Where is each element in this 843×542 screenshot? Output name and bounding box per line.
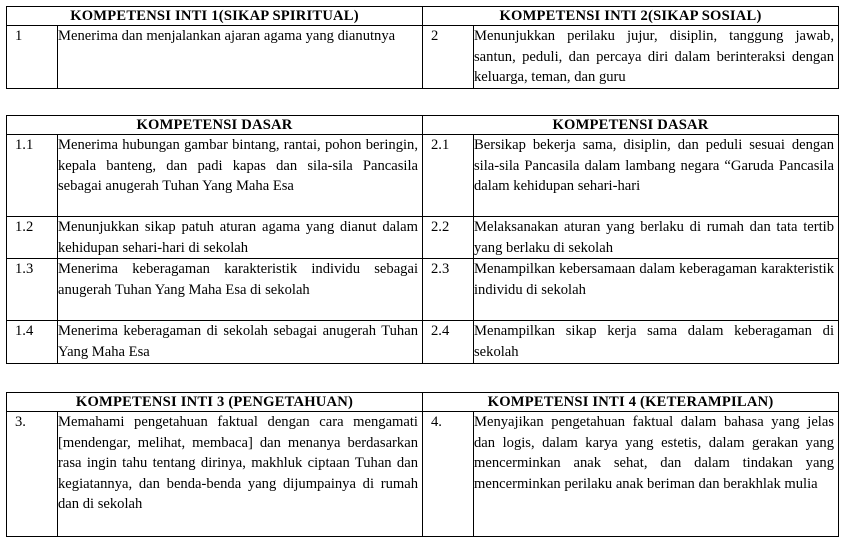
ki3-header: KOMPETENSI INTI 3 (PENGETAHUAN) [7,393,423,412]
kd-number: 1.4 [7,321,58,364]
kd-text: Menerima keberagaman karakteristik individu sebagai anugerah Tuhan Yang Maha Esa di sekolah [58,259,423,321]
kd-text: Melaksanakan aturan yang berlaku di rumah dan tata tertib yang berlaku di sekolah [474,217,839,259]
ki2-text: Menunjukkan perilaku jujur, disiplin, tanggung jawab, santun, peduli, dan percaya diri dalam berinteraksi dengan keluarga, teman, dan guru [474,26,839,89]
kd-number: 2.2 [423,217,474,259]
kompetensi-dasar-table [6,115,839,364]
kd-text: Menampilkan sikap kerja sama dalam keberagaman di sekolah [474,321,839,364]
ki4-number: 4. [423,412,474,537]
kd-text: Bersikap bekerja sama, disiplin, dan peduli sesuai dengan sila-sila Pancasila dalam lambang negara “Garuda Pancasila dalam kehidupan sehari-hari [474,135,839,217]
ki4-header: KOMPETENSI INTI 4 (KETERAMPILAN) [423,393,839,412]
ki1-header: KOMPETENSI INTI 1(SIKAP SPIRITUAL) [7,7,423,26]
ki2-header: KOMPETENSI INTI 2(SIKAP SOSIAL) [423,7,839,26]
kd-text: Menampilkan kebersamaan dalam keberagaman karakteristik individu di sekolah [474,259,839,321]
ki1-number: 1 [7,26,58,89]
table-row [7,321,839,364]
kd-text: Menerima hubungan gambar bintang, rantai, pohon beringin, kepala banteng, dan padi kapas dan sila-sila Pancasila sebagai anugerah Tuhan Yang Maha Esa [58,135,423,217]
kd-left-header: KOMPETENSI DASAR [7,116,423,135]
kd-number: 1.2 [7,217,58,259]
kd-number: 2.1 [423,135,474,217]
table-row [7,259,839,321]
table-row [7,217,839,259]
table-row [7,135,839,217]
ki-pengetahuan-keterampilan-table [6,392,839,537]
kd-number: 2.4 [423,321,474,364]
ki3-text: Memahami pengetahuan faktual dengan cara mengamati [mendengar, melihat, membaca] dan menanya berdasarkan rasa ingin tahu tentang dirinya, makhluk ciptaan Tuhan dan kegiatannya, dan benda-benda yang dijumpainya di rumah dan di sekolah [58,412,423,537]
ki4-text: Menyajikan pengetahuan faktual dalam bahasa yang jelas dan logis, dalam karya yang estetis, dalam gerakan yang mencerminkan anak sehat, dan dalam tindakan yang mencerminkan perilaku anak beriman dan berakhlak mulia [474,412,839,537]
ki3-number: 3. [7,412,58,537]
ki-spiritual-sosial-table [6,6,839,89]
kd-number: 2.3 [423,259,474,321]
ki2-number: 2 [423,26,474,89]
ki1-text: Menerima dan menjalankan ajaran agama yang dianutnya [58,26,423,89]
kd-right-header: KOMPETENSI DASAR [423,116,839,135]
kd-text: Menerima keberagaman di sekolah sebagai anugerah Tuhan Yang Maha Esa [58,321,423,364]
kd-number: 1.3 [7,259,58,321]
kd-text: Menunjukkan sikap patuh aturan agama yang dianut dalam kehidupan sehari-hari di sekolah [58,217,423,259]
kd-number: 1.1 [7,135,58,217]
